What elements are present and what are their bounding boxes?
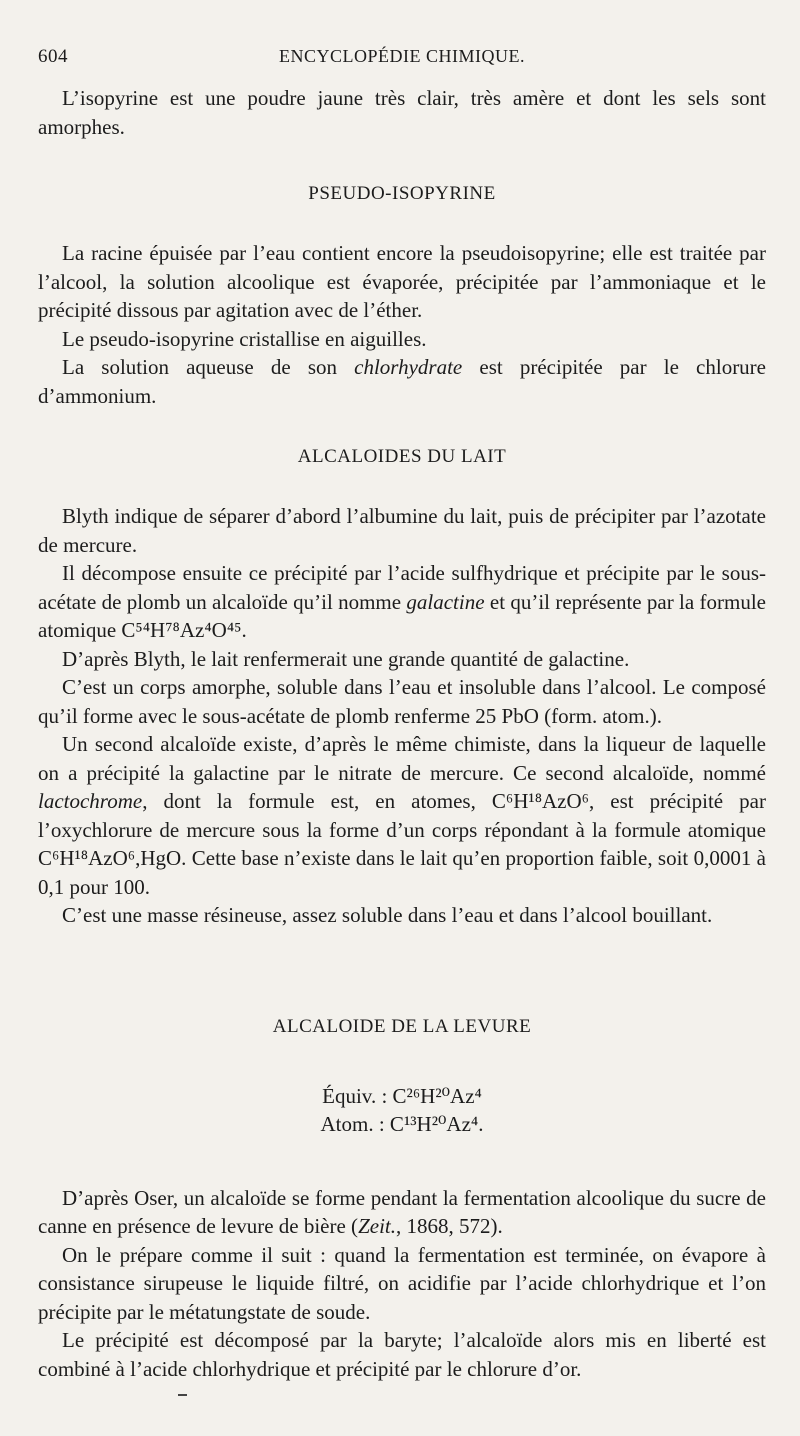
lait-paragraph-1: Blyth indique de séparer d’abord l’albumine du lait, puis de précipiter par l’azotate de mercure.: [38, 504, 766, 557]
levure-paragraph-2: On le prépare comme il suit : quand la fermentation est terminée, on évapore à consistance sirupeuse le liquide filtré, on acidifie par l’acide chlorhydrique et l’on précipite par le métatungstate de soude.: [38, 1242, 766, 1324]
italic-term: chlorhydrate: [354, 355, 463, 379]
pseudo-paragraph-1: La racine épuisée par l’eau contient encore la pseudoisopyrine; elle est traitée par l’alcool, la solution alcoolique est évaporée, précipitée par l’ammoniaque et le précipité dissous par agitation avec de l’éther.: [38, 241, 766, 322]
pseudo-paragraph-3: [38, 353, 766, 410]
italic-term: Zeit.: [358, 1214, 396, 1238]
lait-paragraph-3: D’après Blyth, le lait renfermerait une grande quantité de galactine.: [62, 646, 630, 671]
running-title: ENCYCLOPÉDIE CHIMIQUE.: [279, 46, 525, 66]
formula-equiv: Équiv. : C²⁶H²⁰Az⁴: [322, 1083, 482, 1108]
text-run: D’après Oser, un alcaloïde se forme pendant la fermentation alcoolique du sucre de canne en présence de levure de bière (: [38, 1185, 766, 1238]
lait-paragraph-5: [38, 730, 766, 901]
lait-paragraph-2: [38, 559, 766, 645]
lait-paragraph-4: C’est un corps amorphe, soluble dans l’eau et insoluble dans l’alcool. Le composé qu’il forme avec le sous-acétate de plomb renferme 25 PbO (form. atom.).: [38, 675, 766, 728]
lait-paragraph-6: C’est une masse résineuse, assez soluble dans l’eau et dans l’alcool bouillant.: [62, 903, 713, 927]
italic-term: galactine: [406, 589, 485, 614]
page-header: [38, 46, 766, 84]
pseudo-paragraph-2: Le pseudo-isopyrine cristallise en aiguilles.: [62, 326, 427, 351]
section-title-alcaloide-de-la-levure: ALCALOIDE DE LA LEVURE: [272, 1015, 532, 1037]
levure-paragraph-3: Le précipité est décomposé par la baryte; l’alcaloïde alors mis en liberté est combiné à l’acide chlorhydrique et précipité par le chlorure d’or.: [38, 1328, 766, 1381]
text-run: , dont la formule est, en atomes, C⁶H¹⁸AzO⁶, est précipité par l’oxychlorure de mercure sous la forme d’un corps répondant à la formule atomique C⁶H¹⁸AzO⁶,HgO. Cette base n’existe dans le lait qu’en proportion faible, soit 0,0001 à 0,1 pour 100.: [38, 789, 766, 899]
text-run: Il décompose ensuite ce précipité par l’acide sulfhydrique et précipite par le sous-acétate de plomb un alcaloïde qu’il nomme: [38, 561, 766, 614]
text-run: La solution aqueuse de son: [62, 355, 355, 379]
intro-paragraph: L’isopyrine est une poudre jaune très clair, très amère et dont les sels sont amorphes.: [38, 86, 766, 139]
levure-paragraph-1: [38, 1184, 766, 1241]
page-number: 604: [38, 46, 68, 67]
section-title-pseudo-isopyrine: PSEUDO-ISOPYRINE: [308, 183, 496, 204]
formula-block: [38, 1082, 766, 1138]
text-run: et qu’il représente par la formule atomique: [38, 589, 766, 642]
formula-atom: Atom. : C¹³H²⁰Az⁴.: [320, 1111, 484, 1136]
chemical-formula: C⁵⁴H⁷⁸Az⁴O⁴⁵.: [121, 618, 247, 642]
text-run: , 1868, 572).: [395, 1214, 503, 1238]
section-title-alcaloides-du-lait: ALCALOIDES DU LAIT: [297, 446, 507, 467]
italic-term: lactochrome: [38, 789, 143, 813]
text-run: Un second alcaloïde existe, d’après le même chimiste, dans la liqueur de laquelle on a précipité la galactine par le nitrate de mercure. Ce second alcaloïde, nommé: [38, 732, 766, 785]
text-run: est précipitée par le chlorure d’ammonium.: [38, 355, 767, 408]
printer-mark: [178, 1394, 187, 1396]
